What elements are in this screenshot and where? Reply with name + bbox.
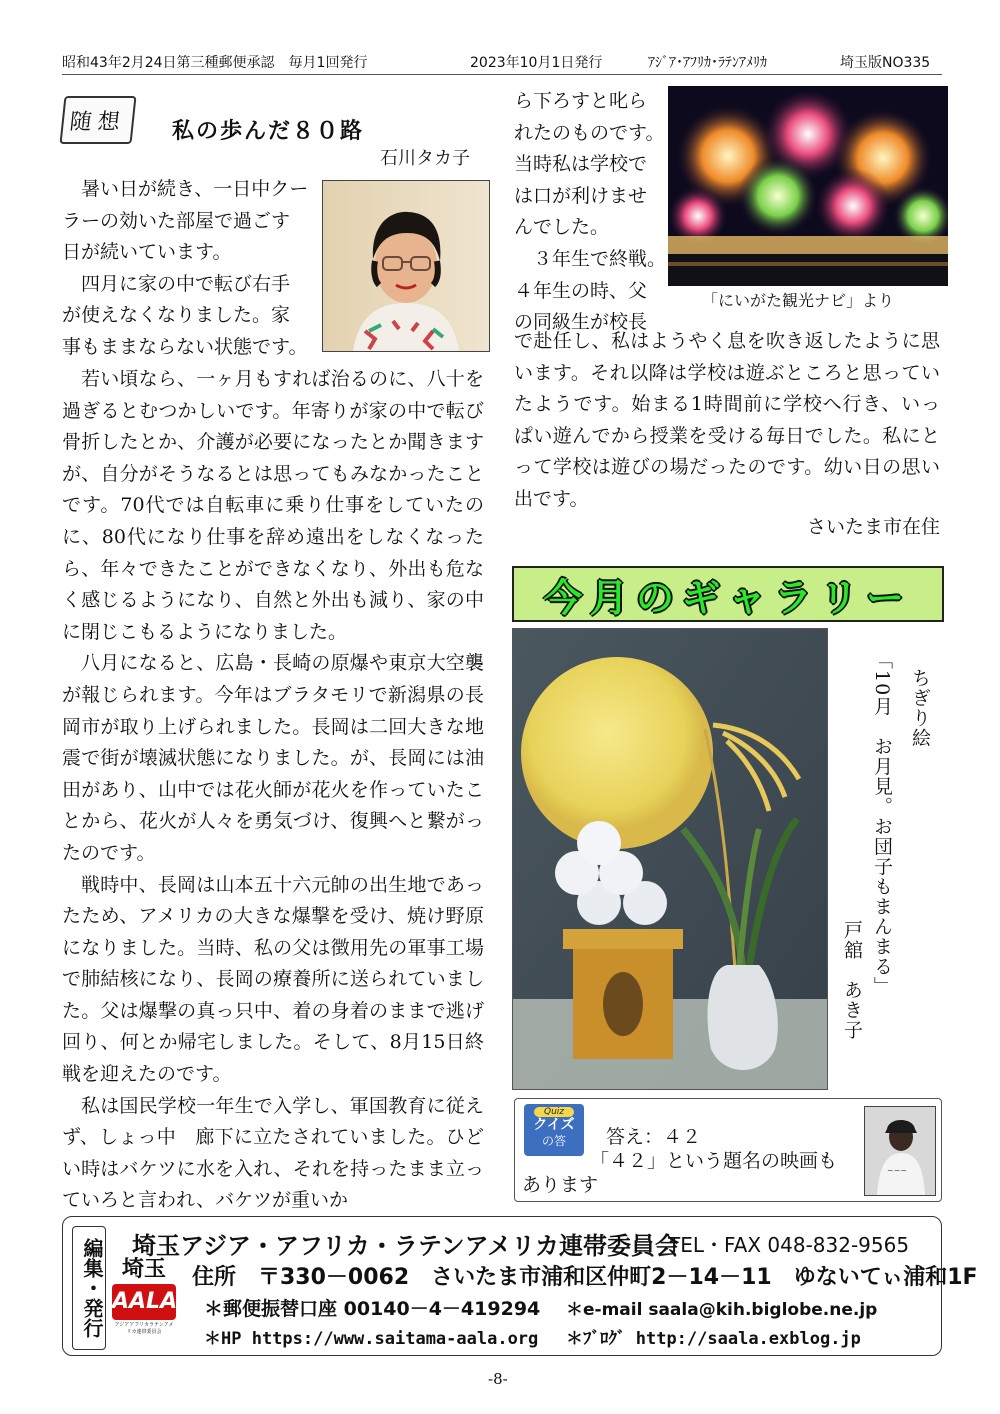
quiz-icon	[524, 1104, 584, 1156]
text-line: 当時私は学校で	[514, 153, 648, 176]
essay-body	[62, 364, 484, 1217]
paragraph: 八月になると、広島・長崎の原爆や東京大空襲が報じられます。今年はブラタモリで新潟県の長岡市が取り上げられました。長岡は二回大きな地震で街が壊滅状態になりました。が、長岡には油田があり、山中では花火師が花火を作っていたことから、花火が人々を勇気づけ、復興へと繋がったのです。	[62, 652, 484, 864]
logo-top: 埼玉	[121, 1257, 166, 1282]
homepage-link[interactable]: ＊HP https://www.saitama-aala.org	[204, 1329, 539, 1349]
text-line: は口が利けませ	[514, 184, 648, 207]
gallery-banner-text: 今月のギャラリー	[543, 575, 912, 620]
page-number: -8-	[488, 1370, 508, 1388]
essay-continuation-paragraph	[514, 326, 940, 516]
quiz-detail-line1: 「４２」という題名の映画も	[590, 1150, 838, 1172]
gallery-banner	[512, 566, 944, 622]
essay-intro	[62, 174, 318, 364]
mailing-permit: 昭和43年2月24日第三種郵便承認 毎月1回発行	[62, 55, 368, 71]
text-line: ラーの効いた部屋で過ごす	[62, 209, 291, 232]
fireworks-photo	[668, 86, 948, 286]
essay-badge: 随想	[59, 96, 136, 144]
gallery-caption-title: 「10月 お月見。お団子もまんまる」	[871, 650, 893, 997]
essay-continuation	[514, 86, 666, 339]
header-org: ｱｼﾞｱ･ｱﾌﾘｶ･ﾗﾃﾝｱﾒﾘｶ	[648, 55, 767, 71]
paragraph: で赴任し、私はようやく息を吹き返したように思います。それ以降は学校は遊ぶところと思っていたようです。始まる1時間前に学校へ行き、いっぱい遊んでから授業を受ける毎日でした。私にとって学校は遊びの場だったのです。幼い日の思い出です。	[514, 330, 940, 510]
text-line: の同級生が校長	[514, 311, 648, 334]
tel-fax: TEL・FAX 048-832-9565	[668, 1233, 910, 1257]
author-residence: さいたま市在住	[806, 516, 940, 538]
photo-caption: 「にいがた観光ナビ」より	[702, 291, 895, 310]
postal-account: ＊郵便振替口座 00140－4－419294	[204, 1298, 541, 1320]
essay-author: 石川タカ子	[380, 148, 470, 169]
paragraph: 戦時中、長岡は山本五十六元帥の出生地であったため、アメリカの大きな爆撃を受け、焼け野原になりました。当時、私の父は徴用先の軍事工場で肺結核になり、長岡の療養所に送られていました。父は爆撃の真っ只中、着の身着のままで逃げ回り、何とか帰宅しました。そして、8月15日終戦を迎えたのです。	[62, 873, 484, 1086]
quiz-detail-line2: あります	[522, 1174, 599, 1196]
paragraph: 私は国民学校一年生で入学し、軍国教育に従えず、しょっ中 廊下に立たされていました。ひどい時はバケツに水を入れ、それを持ったまま立っていろと言われ、バケツが重いか	[62, 1094, 484, 1212]
essay-title: 私の歩んだ８０路	[172, 118, 365, 144]
address: 住所 〒330－0062 さいたま市浦和区仲町2－14－11 ゆないてぃ浦和1F	[192, 1265, 978, 1290]
quiz-icon-top: Quiz	[534, 1107, 574, 1117]
email[interactable]: ＊e-mail saala@kih.biglobe.ne.jp	[566, 1300, 878, 1320]
text-line: れたのものです。	[514, 121, 665, 144]
text-line: ら下ろすと叱ら	[514, 90, 648, 112]
text-line: 暑い日が続き、一日中クー	[81, 178, 309, 200]
text-line: 事もままならない状態です。	[62, 335, 308, 358]
header-rule	[62, 74, 942, 75]
gallery-artwork	[512, 628, 828, 1090]
text-line: 日が続いています。	[62, 241, 232, 264]
text-line: が使えなくなりました。家	[62, 304, 291, 327]
quiz-answer: 答え：４２	[606, 1126, 702, 1148]
gallery-caption-artist: 戸舘 あき子	[841, 920, 863, 1040]
aala-logo	[112, 1258, 176, 1348]
editor-publisher-label: 編集・発行	[72, 1226, 106, 1350]
logo-main: AALA	[112, 1284, 176, 1320]
text-line: んでした。	[514, 216, 610, 239]
movie-photo	[864, 1106, 936, 1196]
paragraph: 若い頃なら、一ヶ月もすれば治るのに、八十を過ぎるとむつかしいです。年寄りが家の中で転び骨折したとか、介護が必要になったとか聞きますが、自分がそうなるとは思ってもみなかったことです。70代では自転車に乗り仕事をしていたのに、80代になり仕事を辞め遠出をしなくなったら、年々できたことができなくなり、外出も危なく感じるようになり、自然と外出も減り、家の中に閉じこもるようになりました。	[62, 368, 484, 643]
text-line: 四月に家の中で転び右手	[81, 272, 291, 295]
quiz-icon-main: クイズ	[533, 1117, 575, 1133]
quiz-icon-sub: の答	[541, 1134, 566, 1148]
issue-date: 2023年10月1日発行	[470, 55, 603, 71]
author-portrait	[322, 180, 490, 352]
gallery-caption-type: ちぎり絵	[909, 668, 931, 748]
blog-link[interactable]: ＊ﾌﾞﾛｸﾞ http://saala.exblog.jp	[566, 1329, 861, 1349]
svg-text:~~~: ~~~	[887, 1166, 908, 1175]
text-line: ３年生で終戦。	[533, 247, 667, 270]
logo-sub: アジアアフリカラテンアメリカ連帯委員会	[114, 1322, 174, 1335]
org-name: 埼玉アジア・アフリカ・ラテンアメリカ連帯委員会	[132, 1232, 679, 1260]
edition-number: 埼玉版NO335	[840, 55, 931, 71]
text-line: ４年生の時、父	[514, 279, 648, 302]
